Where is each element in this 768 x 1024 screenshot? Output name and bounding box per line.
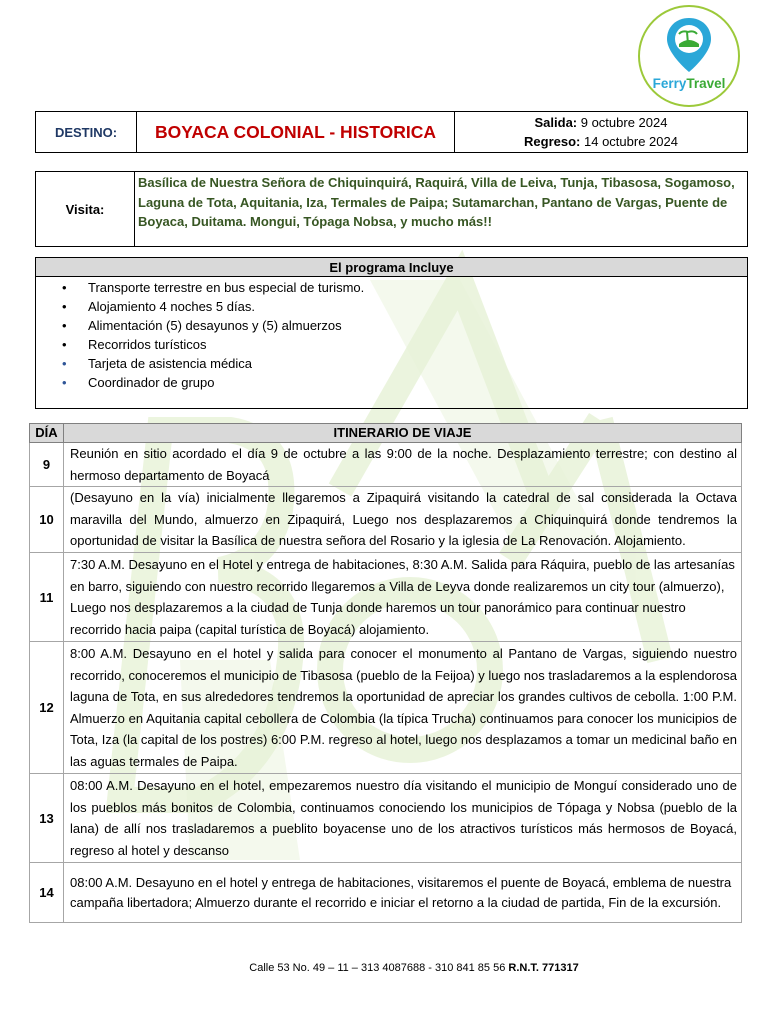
visita-text: Basílica de Nuestra Señora de Chiquinquirá, Raquirá, Villa de Leiva, Tunja, Tibasosa, Sogamoso, Laguna de Tota, Aquitania, Iza, Termales de Paipa; Sutamarchan, Pantano de Vargas, Puente de Boyaca, Duitama. Mongui, Tópaga Nobsa, y mucho más!! xyxy=(138,175,735,229)
bullet-icon: • xyxy=(62,337,67,352)
salida-value: 9 octubre 2024 xyxy=(577,115,668,130)
bullet-icon: • xyxy=(62,318,67,333)
list-item: • Coordinador de grupo xyxy=(62,375,215,390)
col-title-header: ITINERARIO DE VIAJE xyxy=(64,424,742,443)
logo-travel: Travel xyxy=(686,76,726,91)
visita-table xyxy=(35,171,748,247)
desc-cell: 08:00 A.M. Desayuno en el hotel, empezaremos nuestro día visitando el municipio de Monguí considerado uno de los pueblos más bonitos de Colombia, continuamos conociendo los municipios de Tópaga y Nobsa (pueblo de la lana) de allí nos trasladaremos a pueblito boyacense uno de los atractivos turísticos más hermosos de Boyacá, regreso al hotel y descanso xyxy=(64,774,742,863)
includes-box xyxy=(35,257,748,409)
itinerary-table xyxy=(29,423,742,923)
includes-list xyxy=(36,277,747,392)
itinerary-header-row xyxy=(30,424,742,443)
desc-cell: (Desayuno en la vía) inicialmente llegaremos a Zipaquirá visitando la catedral de sal considerada la Octava maravilla del Mundo, almuerzo en Zipaquirá, Luego nos desplazaremos a Chiquinquirá donde tendremos la oportunidad de visitar la Basílica de nuestra señora del Rosario y la iglesia de La Renovación. Alojamiento. xyxy=(64,487,742,553)
table-row xyxy=(30,443,742,487)
bullet-icon: • xyxy=(62,280,67,295)
day-cell: 11 xyxy=(30,553,64,642)
salida-label: Salida: xyxy=(534,115,578,130)
table-row xyxy=(30,487,742,553)
footer-address: Calle 53 No. 49 – 11 – 313 4087688 - 310 841 85 56 xyxy=(249,962,509,974)
day-cell: 9 xyxy=(30,443,64,487)
day-cell: 12 xyxy=(30,642,64,774)
salida-line xyxy=(535,113,668,132)
destino-label: DESTINO: xyxy=(36,112,137,152)
visita-label: Visita: xyxy=(36,172,135,246)
bullet-icon: • xyxy=(62,375,67,390)
list-item: • Recorridos turísticos xyxy=(62,337,207,352)
desc-cell: 08:00 A.M. Desayuno en el hotel y entrega de habitaciones, visitaremos el puente de Boyacá, emblema de nuestra campaña libertadora; Almuerzo durante el recorrido e iniciar el retorno a la ciudad de partida, Fin de la excursión. xyxy=(64,863,742,923)
list-item: • Transporte terrestre en bus especial de turismo. xyxy=(62,280,365,295)
footer-rnt-value: 771317 xyxy=(538,962,579,974)
regreso-line xyxy=(524,132,678,151)
regreso-label: Regreso: xyxy=(524,134,581,149)
table-row xyxy=(30,774,742,863)
col-day-header: DÍA xyxy=(30,424,64,443)
table-row xyxy=(30,863,742,923)
day-cell: 13 xyxy=(30,774,64,863)
footer xyxy=(0,962,768,974)
ferrytravel-logo xyxy=(635,4,743,108)
footer-rnt-label: R.N.T. xyxy=(508,962,539,974)
list-item: • Tarjeta de asistencia médica xyxy=(62,356,253,371)
header-table xyxy=(35,111,748,153)
desc-cell: Reunión en sitio acordado el día 9 de octubre a las 9:00 de la noche. Desplazamiento terrestre; con destino al hermoso departamento de Boyacá xyxy=(64,443,742,487)
svg-text:FerryTravel xyxy=(653,76,726,91)
table-row xyxy=(30,553,742,642)
list-item: • Alimentación (5) desayunos y (5) almuerzos xyxy=(62,318,342,333)
table-row xyxy=(30,642,742,774)
bullet-icon: • xyxy=(62,299,67,314)
includes-title: El programa Incluye xyxy=(36,258,747,277)
logo-ferry: Ferry xyxy=(652,76,687,91)
bullet-icon: • xyxy=(62,356,67,371)
desc-cell: 8:00 A.M. Desayuno en el hotel y salida para conocer el monumento al Pantano de Vargas, siguiendo nuestro recorrido, conoceremos el municipio de Tibasosa (pueblo de la Feijoa) y luego nos trasladaremos a la esplendorosa laguna de Tota, en sus alrededores tendremos la oportunidad de apreciar los grandes cultivos de cebolla. 1:00 P.M. Almuerzo en Aquitania capital cebollera de Colombia (la típica Trucha) continuamos para conocer los municipios de Tota, Iza (la capital de los postres) 6:00 P.M. regreso al hotel, luego nos desplazamos a tomar un medicinal baño en las aguas termales de Paipa. xyxy=(64,642,742,774)
day-cell: 14 xyxy=(30,863,64,923)
dates-cell xyxy=(455,112,747,152)
destino-value: BOYACA COLONIAL - HISTORICA xyxy=(137,112,455,152)
desc-cell: 7:30 A.M. Desayuno en el Hotel y entrega de habitaciones, 8:30 A.M. Salida para Ráquira, pueblo de las artesanías en barro, siguiendo con nuestro recorrido llegaremos a Villa de Leyva donde realizaremos un city tour (almuerzo), Luego nos desplazaremos a la ciudad de Tunja donde haremos un tour panorámico para continuar nuestro recorrido hacia paipa (capital turística de Boyacá) alojamiento. xyxy=(64,553,742,642)
list-item: • Alojamiento 4 noches 5 días. xyxy=(62,299,255,314)
day-cell: 10 xyxy=(30,487,64,553)
regreso-value: 14 octubre 2024 xyxy=(580,134,678,149)
